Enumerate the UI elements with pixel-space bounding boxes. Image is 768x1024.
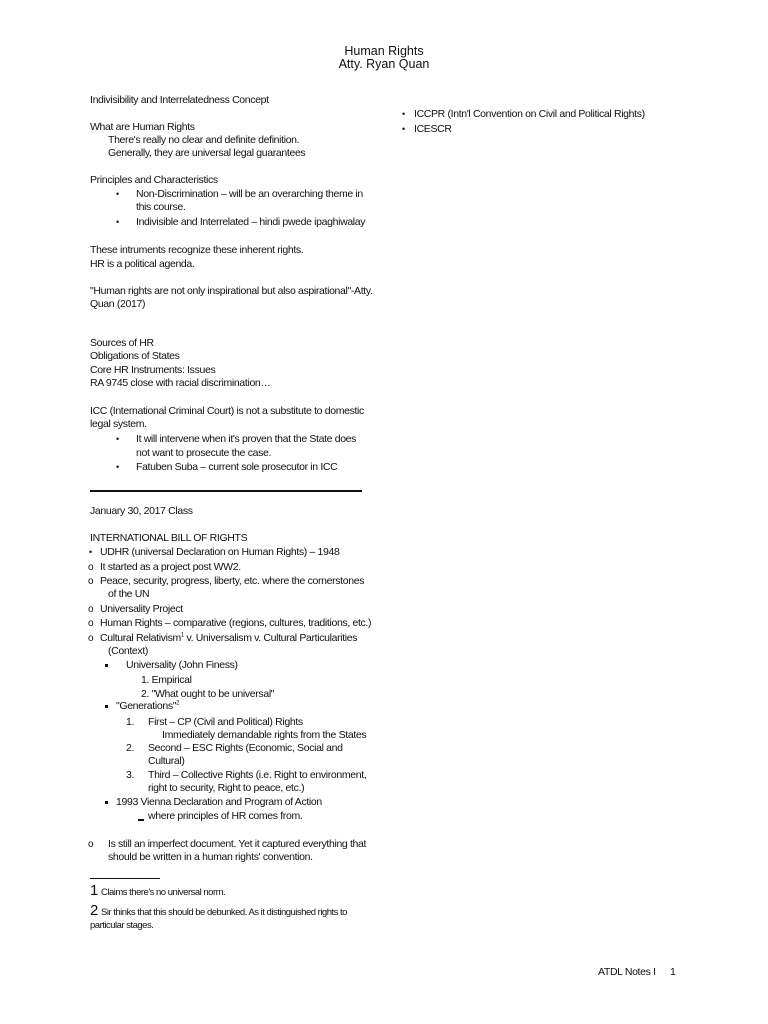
footnote-text: Sir thinks that this should be debunked. As it distinguished rights to xyxy=(101,907,347,918)
body-line: HR is a political agenda. xyxy=(90,258,195,270)
section-heading: INTERNATIONAL BILL OF RIGHTS xyxy=(90,532,248,544)
numbered-item: First – CP (Civil and Political) Rights xyxy=(148,716,303,728)
body-line: Core HR Instruments: Issues xyxy=(90,364,216,376)
list-number: 3. xyxy=(126,769,135,781)
square-bullet-icon xyxy=(105,705,108,708)
bullet-icon: • xyxy=(116,189,120,199)
list-item-continuation: this course. xyxy=(136,201,186,213)
bullet-icon: • xyxy=(116,217,120,227)
section-divider xyxy=(90,490,362,492)
square-bullet-icon xyxy=(105,801,108,804)
document-author: Atty. Ryan Quan xyxy=(338,57,430,71)
list-number: 2. xyxy=(126,742,135,754)
list-item-continuation: (Context) xyxy=(108,645,149,657)
numbered-item-continuation: Cultural) xyxy=(148,755,185,767)
subheading: Principles and Characteristics xyxy=(90,174,218,186)
right-list-item: ICCPR (Intn'l Convention on Civil and Political Rights) xyxy=(414,108,645,120)
footnote-number: 1 xyxy=(90,882,99,899)
body-line: RA 9745 close with racial discrimination… xyxy=(90,377,271,389)
footnote-number: 2 xyxy=(90,902,99,919)
circle-bullet-icon: o xyxy=(88,633,94,644)
bullet-icon: • xyxy=(402,124,406,134)
numbered-item-continuation: right to security, Right to peace, etc.) xyxy=(148,782,305,794)
list-item: 1993 Vienna Declaration and Program of Action xyxy=(116,796,322,808)
numbered-item: Third – Collective Rights (i.e. Right to environment, xyxy=(148,769,367,781)
class-date: January 30, 2017 Class xyxy=(90,505,193,517)
list-item-continuation: of the UN xyxy=(108,588,150,600)
body-line: Obligations of States xyxy=(90,350,180,362)
document-title: Human Rights xyxy=(344,44,424,58)
list-item: Fatuben Suba – current sole prosecutor in ICC xyxy=(136,461,338,473)
numbered-item: Second – ESC Rights (Economic, Social and xyxy=(148,742,343,754)
footnote-text: Claims there's no universal norm. xyxy=(101,887,226,898)
circle-bullet-icon: o xyxy=(88,576,94,587)
footnote-ref: 2 xyxy=(176,700,180,707)
body-line: ICC (International Criminal Court) is not a substitute to domestic xyxy=(90,405,364,417)
footnote-text-continuation: particular stages. xyxy=(90,920,154,931)
quote-line: Quan (2017) xyxy=(90,298,146,310)
generations-label: "Generations" xyxy=(116,700,177,712)
list-item: Peace, security, progress, liberty, etc. where the cornerstones xyxy=(100,575,365,587)
cultural-text-rest: v. Universalism v. Cultural Particularities xyxy=(183,632,358,644)
list-item: Human Rights – comparative (regions, cultures, traditions, etc.) xyxy=(100,617,372,629)
square-bullet-icon xyxy=(105,664,108,667)
circle-bullet-icon: o xyxy=(88,839,94,850)
list-item: It will intervene when it's proven that the State does xyxy=(136,433,357,445)
list-item xyxy=(100,632,357,645)
bullet-icon: • xyxy=(116,434,120,444)
list-item: Is still an imperfect document. Yet it captured everything that xyxy=(108,838,367,850)
list-item-sub: where principles of HR comes from. xyxy=(148,810,303,822)
section-heading: Indivisibility and Interrelatedness Concept xyxy=(90,94,269,106)
list-item xyxy=(116,700,179,713)
circle-bullet-icon: o xyxy=(88,562,94,573)
list-item: Universality Project xyxy=(100,603,183,615)
bullet-icon: • xyxy=(402,109,406,119)
footer-label: ATDL Notes I xyxy=(598,966,656,978)
footnote-ref: 1 xyxy=(180,632,184,639)
body-line: These intruments recognize these inherent rights. xyxy=(90,244,304,256)
body-line: There's really no clear and definite definition. xyxy=(108,134,300,146)
numbered-item: 2. "What ought to be universal" xyxy=(141,688,275,700)
page-number: 1 xyxy=(670,966,676,978)
cultural-text: Cultural Relativism xyxy=(100,632,181,644)
list-item: UDHR (universal Declaration on Human Rights) – 1948 xyxy=(100,546,340,558)
subheading: What are Human Rights xyxy=(90,121,195,133)
list-item: Non-Discrimination – will be an overarching theme in xyxy=(136,188,363,200)
right-list-item: ICESCR xyxy=(414,123,452,135)
list-item: Universality (John Finess) xyxy=(126,659,238,671)
body-line: Sources of HR xyxy=(90,337,154,349)
list-item: Indivisible and Interrelated – hindi pwede ipaghiwalay xyxy=(136,216,366,228)
numbered-item-sub: Immediately demandable rights from the States xyxy=(162,729,367,741)
list-number: 1. xyxy=(126,716,135,728)
body-line: Generally, they are universal legal guarantees xyxy=(108,147,306,159)
bullet-icon: • xyxy=(116,462,120,472)
dash-bullet-icon xyxy=(138,819,144,821)
bullet-icon: • xyxy=(89,547,93,557)
body-line: legal system. xyxy=(90,418,147,430)
list-item: It started as a project post WW2. xyxy=(100,561,241,573)
quote-line: "Human rights are not only inspirational but also aspirational"-Atty. xyxy=(90,285,373,297)
footnote-divider xyxy=(90,878,160,879)
list-item-continuation: not want to prosecute the case. xyxy=(136,447,272,459)
list-item-continuation: should be written in a human rights' convention. xyxy=(108,851,313,863)
circle-bullet-icon: o xyxy=(88,604,94,615)
numbered-item: 1. Empirical xyxy=(141,674,192,686)
circle-bullet-icon: o xyxy=(88,618,94,629)
